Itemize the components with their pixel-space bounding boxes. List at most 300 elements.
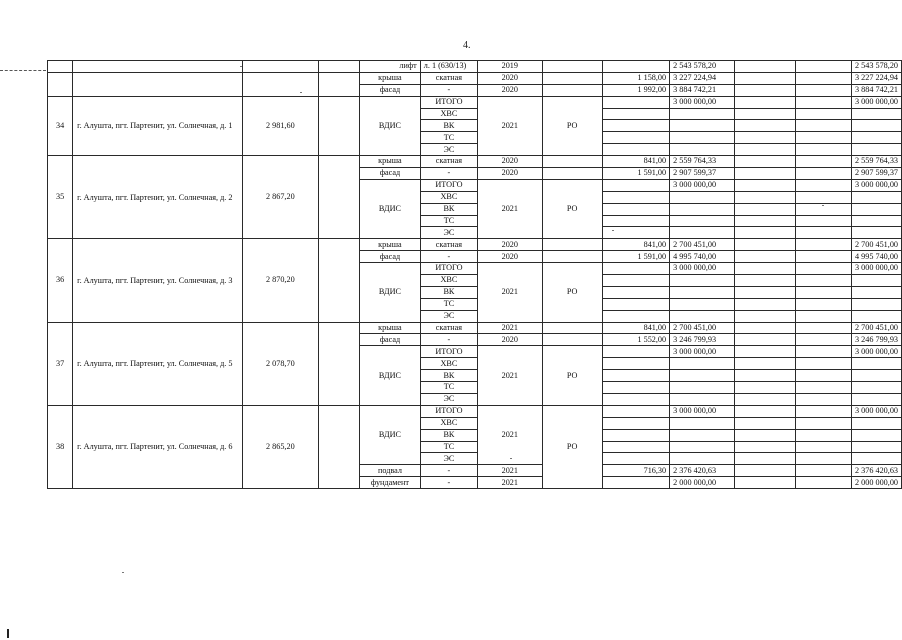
cost-cell [670,310,735,322]
cost-cell: 2 000 000,00 [670,477,735,489]
scan-speck [122,572,124,573]
empty-cell [796,120,852,132]
empty-cell [796,191,852,203]
total-cell [852,417,902,429]
year-cell: 2020 [478,251,542,263]
cost-cell: 3 000 000,00 [670,179,735,191]
vdis-item-cell: ХВС [420,358,477,370]
ro-cell [542,239,602,251]
empty-cell [734,441,795,453]
total-cell [852,203,902,215]
work-type-cell: крыша [360,72,421,84]
year-cell: 2021 [478,477,542,489]
total-cell [852,275,902,287]
quantity-cell: 1 552,00 [602,334,669,346]
empty-cell [734,84,795,96]
vdis-item-cell: ВК [420,203,477,215]
empty-cell [734,179,795,191]
vdis-item-cell: ХВС [420,275,477,287]
cost-cell [670,132,735,144]
area-cell [242,61,318,73]
cost-cell: 2 700 451,00 [670,239,735,251]
empty-cell [734,132,795,144]
year-cell: 2021 [478,263,542,322]
quantity-cell [602,203,669,215]
empty-cell [796,465,852,477]
cost-cell: 2 559 764,33 [670,156,735,168]
cost-cell: 2 907 599,37 [670,168,735,180]
cost-cell [670,441,735,453]
work-type-cell: фасад [360,84,421,96]
total-cell: 2 000 000,00 [852,477,902,489]
empty-cell [734,358,795,370]
ro-cell [542,334,602,346]
total-cell [852,286,902,298]
total-cell: 2 700 451,00 [852,239,902,251]
table-row [48,322,902,334]
empty-cell [319,322,360,405]
empty-cell [734,298,795,310]
empty-cell [319,156,360,239]
cost-cell [670,358,735,370]
quantity-cell: 1 158,00 [602,72,669,84]
year-cell: 2020 [478,168,542,180]
total-cell: 3 000 000,00 [852,405,902,417]
empty-cell [796,61,852,73]
empty-cell [734,334,795,346]
work-subtype-cell: - [420,84,477,96]
empty-cell [734,382,795,394]
table-row [48,239,902,251]
ro-cell [542,251,602,263]
area-cell: 2 981,60 [242,96,318,155]
address-cell [73,72,242,96]
empty-cell [796,84,852,96]
empty-cell [734,465,795,477]
total-cell: 3 000 000,00 [852,346,902,358]
quantity-cell [602,405,669,417]
cost-cell [670,370,735,382]
address-cell: г. Алушта, пгт. Партенит, ул. Солнечная, д. 2 [73,156,242,239]
ro-cell: РО [542,263,602,322]
quantity-cell [602,275,669,287]
ro-cell [542,168,602,180]
empty-cell [796,215,852,227]
empty-cell [734,417,795,429]
cost-cell: 2 700 451,00 [670,322,735,334]
work-type-cell: крыша [360,322,421,334]
vdis-item-cell: ЭС [420,393,477,405]
quantity-cell [602,382,669,394]
total-cell: 2 559 764,33 [852,156,902,168]
address-cell: г. Алушта, пгт. Партенит, ул. Солнечная, д. 5 [73,322,242,405]
ro-cell: РО [542,405,602,488]
cost-cell [670,215,735,227]
empty-cell [734,477,795,489]
cost-cell: 3 227 224,94 [670,72,735,84]
address-cell: г. Алушта, пгт. Партенит, ул. Солнечная, д. 1 [73,96,242,155]
year-cell: 2020 [478,84,542,96]
year-cell: 2021 [478,405,542,464]
area-cell: 2 870,20 [242,239,318,322]
quantity-cell: 716,30 [602,465,669,477]
empty-cell [734,405,795,417]
ro-cell [542,84,602,96]
cost-cell: 3 000 000,00 [670,263,735,275]
quantity-cell: 841,00 [602,239,669,251]
work-subtype-cell: - [420,465,477,477]
cost-cell: 2 376 420,63 [670,465,735,477]
quantity-cell [602,346,669,358]
vdis-item-cell: ТС [420,215,477,227]
cost-cell [670,429,735,441]
cost-cell [670,227,735,239]
vdis-item-cell: ЭС [420,227,477,239]
total-cell: 2 543 578,20 [852,61,902,73]
cost-cell [670,417,735,429]
empty-cell [734,263,795,275]
total-cell [852,132,902,144]
vdis-item-cell: ХВС [420,417,477,429]
empty-cell [734,215,795,227]
total-cell [852,429,902,441]
empty-cell [796,477,852,489]
quantity-cell: 841,00 [602,156,669,168]
vdis-label-cell: ВДИС [360,263,421,322]
empty-cell [734,227,795,239]
ro-cell: РО [542,96,602,155]
vdis-item-cell: ТС [420,298,477,310]
empty-cell [796,382,852,394]
quantity-cell [602,227,669,239]
year-cell: 2020 [478,239,542,251]
table-row [48,96,902,108]
empty-cell [796,393,852,405]
work-type-cell: крыша [360,156,421,168]
cost-cell [670,191,735,203]
page-number: 4. [463,40,471,51]
quantity-cell [602,310,669,322]
quantity-cell [602,132,669,144]
quantity-cell [602,96,669,108]
empty-cell [796,251,852,263]
vdis-label-cell: ВДИС [360,179,421,238]
total-cell [852,108,902,120]
area-cell: 2 078,70 [242,322,318,405]
total-cell [852,393,902,405]
total-cell: 3 000 000,00 [852,179,902,191]
cost-cell [670,393,735,405]
vdis-label-cell: ВДИС [360,346,421,405]
empty-cell [796,453,852,465]
empty-cell [734,251,795,263]
year-cell: 2021 [478,179,542,238]
table-row [48,156,902,168]
total-cell: 3 884 742,21 [852,84,902,96]
total-cell [852,227,902,239]
empty-cell [734,310,795,322]
row-number-cell [48,61,73,73]
total-cell: 3 246 799,93 [852,334,902,346]
year-cell: 2019 [478,61,542,73]
cost-cell [670,275,735,287]
vdis-item-cell: ЭС [420,310,477,322]
address-cell [73,61,242,73]
total-cell: 2 907 599,37 [852,168,902,180]
work-type-cell: фасад [360,168,421,180]
cost-cell: 3 246 799,93 [670,334,735,346]
empty-cell [796,286,852,298]
vdis-item-cell: ЭС [420,144,477,156]
table-row [48,405,902,417]
vdis-item-cell: ТС [420,441,477,453]
quantity-cell [602,417,669,429]
empty-cell [319,72,360,96]
quantity-cell [602,179,669,191]
empty-cell [796,96,852,108]
scan-dash-line [0,70,46,71]
scan-speck [240,66,242,67]
vdis-item-cell: ИТОГО [420,346,477,358]
cost-cell [670,298,735,310]
cost-cell [670,144,735,156]
year-cell: 2020 [478,156,542,168]
empty-cell [734,156,795,168]
cost-cell [670,453,735,465]
total-cell: 3 000 000,00 [852,96,902,108]
quantity-cell [602,108,669,120]
ro-cell [542,322,602,334]
total-cell: 2 376 420,63 [852,465,902,477]
year-cell: 2021 [478,322,542,334]
vdis-item-cell: ТС [420,132,477,144]
work-subtype-cell: - [420,251,477,263]
work-subtype-cell: скатная [420,239,477,251]
cost-cell: 3 000 000,00 [670,96,735,108]
work-type-cell: крыша [360,239,421,251]
quantity-cell: 841,00 [602,322,669,334]
address-cell: г. Алушта, пгт. Партенит, ул. Солнечная, д. 3 [73,239,242,322]
empty-cell [796,441,852,453]
empty-cell [796,334,852,346]
cost-cell [670,120,735,132]
year-cell: 2020 [478,334,542,346]
empty-cell [734,239,795,251]
work-subtype-cell: л. 1 (630/13) [420,61,477,73]
empty-cell [734,108,795,120]
empty-cell [734,453,795,465]
empty-cell [796,108,852,120]
empty-cell [796,132,852,144]
total-cell [852,215,902,227]
area-cell [242,72,318,96]
quantity-cell [602,215,669,227]
empty-cell [796,322,852,334]
row-number-cell: 37 [48,322,73,405]
empty-cell [796,156,852,168]
quantity-cell [602,453,669,465]
table-row [48,72,902,84]
row-number-cell: 34 [48,96,73,155]
empty-cell [796,298,852,310]
table-row [48,61,902,73]
empty-cell [734,346,795,358]
cost-cell: 2 543 578,20 [670,61,735,73]
work-subtype-cell: скатная [420,322,477,334]
vdis-item-cell: ЭС [420,453,477,465]
scan-speck [822,205,824,206]
vdis-item-cell: ТС [420,382,477,394]
quantity-cell [602,441,669,453]
work-type-cell: лифт [360,61,421,73]
ro-cell [542,156,602,168]
vdis-item-cell: ИТОГО [420,263,477,275]
empty-cell [734,429,795,441]
quantity-cell: 1 591,00 [602,168,669,180]
ro-cell [542,61,602,73]
empty-cell [319,239,360,322]
empty-cell [319,96,360,155]
empty-cell [734,286,795,298]
cost-cell [670,382,735,394]
scan-speck [300,92,302,93]
vdis-label-cell: ВДИС [360,405,421,464]
row-number-cell: 36 [48,239,73,322]
capital-repair-table [47,60,902,489]
vdis-item-cell: ВК [420,370,477,382]
vdis-item-cell: ИТОГО [420,179,477,191]
total-cell [852,453,902,465]
total-cell [852,298,902,310]
empty-cell [796,310,852,322]
year-cell: 2020 [478,72,542,84]
quantity-cell [602,429,669,441]
quantity-cell [602,144,669,156]
empty-cell [796,405,852,417]
work-subtype-cell: - [420,334,477,346]
total-cell [852,191,902,203]
total-cell [852,310,902,322]
cost-cell [670,108,735,120]
quantity-cell [602,120,669,132]
total-cell: 3 000 000,00 [852,263,902,275]
empty-cell [319,61,360,73]
row-number-cell: 38 [48,405,73,488]
row-number-cell: 35 [48,156,73,239]
empty-cell [734,168,795,180]
address-cell: г. Алушта, пгт. Партенит, ул. Солнечная, д. 6 [73,405,242,488]
scan-edge-mark [7,629,9,638]
vdis-item-cell: ВК [420,429,477,441]
cost-cell: 4 995 740,00 [670,251,735,263]
total-cell: 4 995 740,00 [852,251,902,263]
empty-cell [734,72,795,84]
total-cell [852,370,902,382]
empty-cell [796,429,852,441]
scan-speck [612,230,614,231]
area-cell: 2 865,20 [242,405,318,488]
empty-cell [796,263,852,275]
total-cell: 2 700 451,00 [852,322,902,334]
cost-cell: 3 884 742,21 [670,84,735,96]
empty-cell [734,120,795,132]
cost-cell [670,286,735,298]
ro-cell [542,72,602,84]
vdis-item-cell: ХВС [420,191,477,203]
empty-cell [734,203,795,215]
vdis-item-cell: ИТОГО [420,405,477,417]
vdis-item-cell: ВК [420,120,477,132]
total-cell [852,144,902,156]
cost-cell: 3 000 000,00 [670,405,735,417]
quantity-cell [602,61,669,73]
empty-cell [734,393,795,405]
quantity-cell [602,393,669,405]
work-subtype-cell: - [420,477,477,489]
year-cell: 2021 [478,346,542,405]
cost-cell [670,203,735,215]
vdis-item-cell: ХВС [420,108,477,120]
work-type-cell: фундамент [360,477,421,489]
empty-cell [734,61,795,73]
empty-cell [734,275,795,287]
quantity-cell: 1 591,00 [602,251,669,263]
empty-cell [796,239,852,251]
empty-cell [796,179,852,191]
empty-cell [319,405,360,488]
total-cell: 3 227 224,94 [852,72,902,84]
work-type-cell: подвал [360,465,421,477]
empty-cell [734,322,795,334]
quantity-cell: 1 992,00 [602,84,669,96]
cost-cell: 3 000 000,00 [670,346,735,358]
total-cell [852,382,902,394]
empty-cell [796,358,852,370]
row-number-cell [48,72,73,96]
empty-cell [796,168,852,180]
vdis-item-cell: ВК [420,286,477,298]
empty-cell [796,346,852,358]
empty-cell [796,275,852,287]
work-subtype-cell: скатная [420,72,477,84]
quantity-cell [602,358,669,370]
work-type-cell: фасад [360,251,421,263]
empty-cell [796,417,852,429]
ro-cell: РО [542,346,602,405]
year-cell: 2021 [478,465,542,477]
vdis-label-cell: ВДИС [360,96,421,155]
work-type-cell: фасад [360,334,421,346]
quantity-cell [602,286,669,298]
empty-cell [796,144,852,156]
total-cell [852,358,902,370]
empty-cell [796,227,852,239]
quantity-cell [602,370,669,382]
empty-cell [734,191,795,203]
total-cell [852,120,902,132]
total-cell [852,441,902,453]
empty-cell [796,72,852,84]
empty-cell [734,370,795,382]
empty-cell [734,144,795,156]
quantity-cell [602,298,669,310]
work-subtype-cell: - [420,168,477,180]
quantity-cell [602,263,669,275]
ro-cell: РО [542,179,602,238]
scan-speck [510,458,512,459]
empty-cell [734,96,795,108]
vdis-item-cell: ИТОГО [420,96,477,108]
